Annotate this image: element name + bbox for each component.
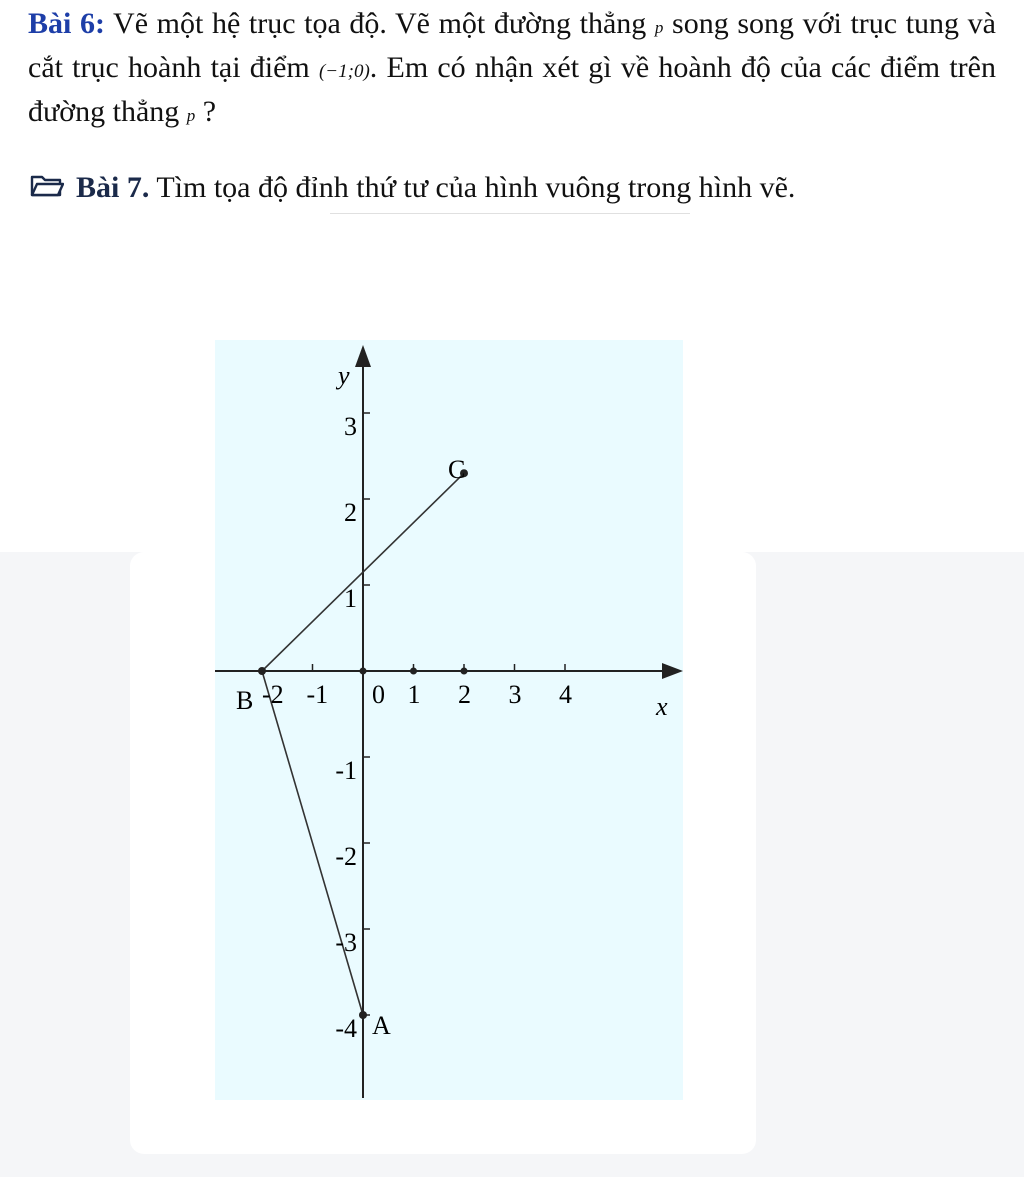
y-tick-label: -4 [335, 1014, 357, 1043]
math-p-1: p [654, 18, 664, 37]
x-axis-label: x [656, 692, 668, 721]
math-p-2: p [186, 106, 196, 125]
point-a [359, 1011, 367, 1019]
x-tick-label: 3 [508, 680, 522, 709]
y-tick-label: -2 [335, 842, 357, 871]
point-label-a: A [372, 1011, 391, 1040]
exercise-7-question: Tìm tọa độ đỉnh thứ tư của hình vuông trong hình vẽ. [149, 171, 796, 204]
y-tick-label: 1 [344, 584, 357, 613]
exercise-6-part4: ? [195, 95, 217, 128]
y-tick-label: 2 [344, 498, 357, 527]
x-tick-label: -1 [306, 680, 329, 709]
point-label-b: B [236, 686, 254, 715]
x-tick-label: 1 [407, 680, 421, 709]
exercise-6-part3: . Em có nhận xét gì về hoành độ của các điểm trên đường thẳng [28, 51, 996, 128]
exercise-6-label: Bài 6: [28, 7, 105, 40]
point-label-c: C [448, 455, 466, 484]
axis-dot [461, 668, 468, 675]
x-tick-label--2: -2 [262, 680, 284, 709]
origin-label: 0 [372, 680, 385, 709]
y-tick-label: 3 [344, 412, 357, 441]
exercise-6-part2: song song với trục tung và cắt trục hoành tại điểm [28, 7, 996, 84]
exercise-7-label: Bài 7. [76, 171, 150, 204]
axis-dot [360, 668, 367, 675]
figure-background [215, 340, 683, 1100]
y-tick-label: -3 [335, 928, 357, 957]
y-axis-label: y [338, 361, 350, 390]
x-tick-label: 2 [458, 680, 471, 709]
point-b [258, 667, 266, 675]
x-tick-label: 4 [559, 680, 572, 709]
math-point: (−1;0) [318, 61, 370, 82]
y-tick-label: -1 [335, 756, 357, 785]
axis-dot [410, 668, 417, 675]
exercise-6-part1: Vẽ một hệ trục tọa độ. Vẽ một đường thẳng [104, 7, 655, 40]
